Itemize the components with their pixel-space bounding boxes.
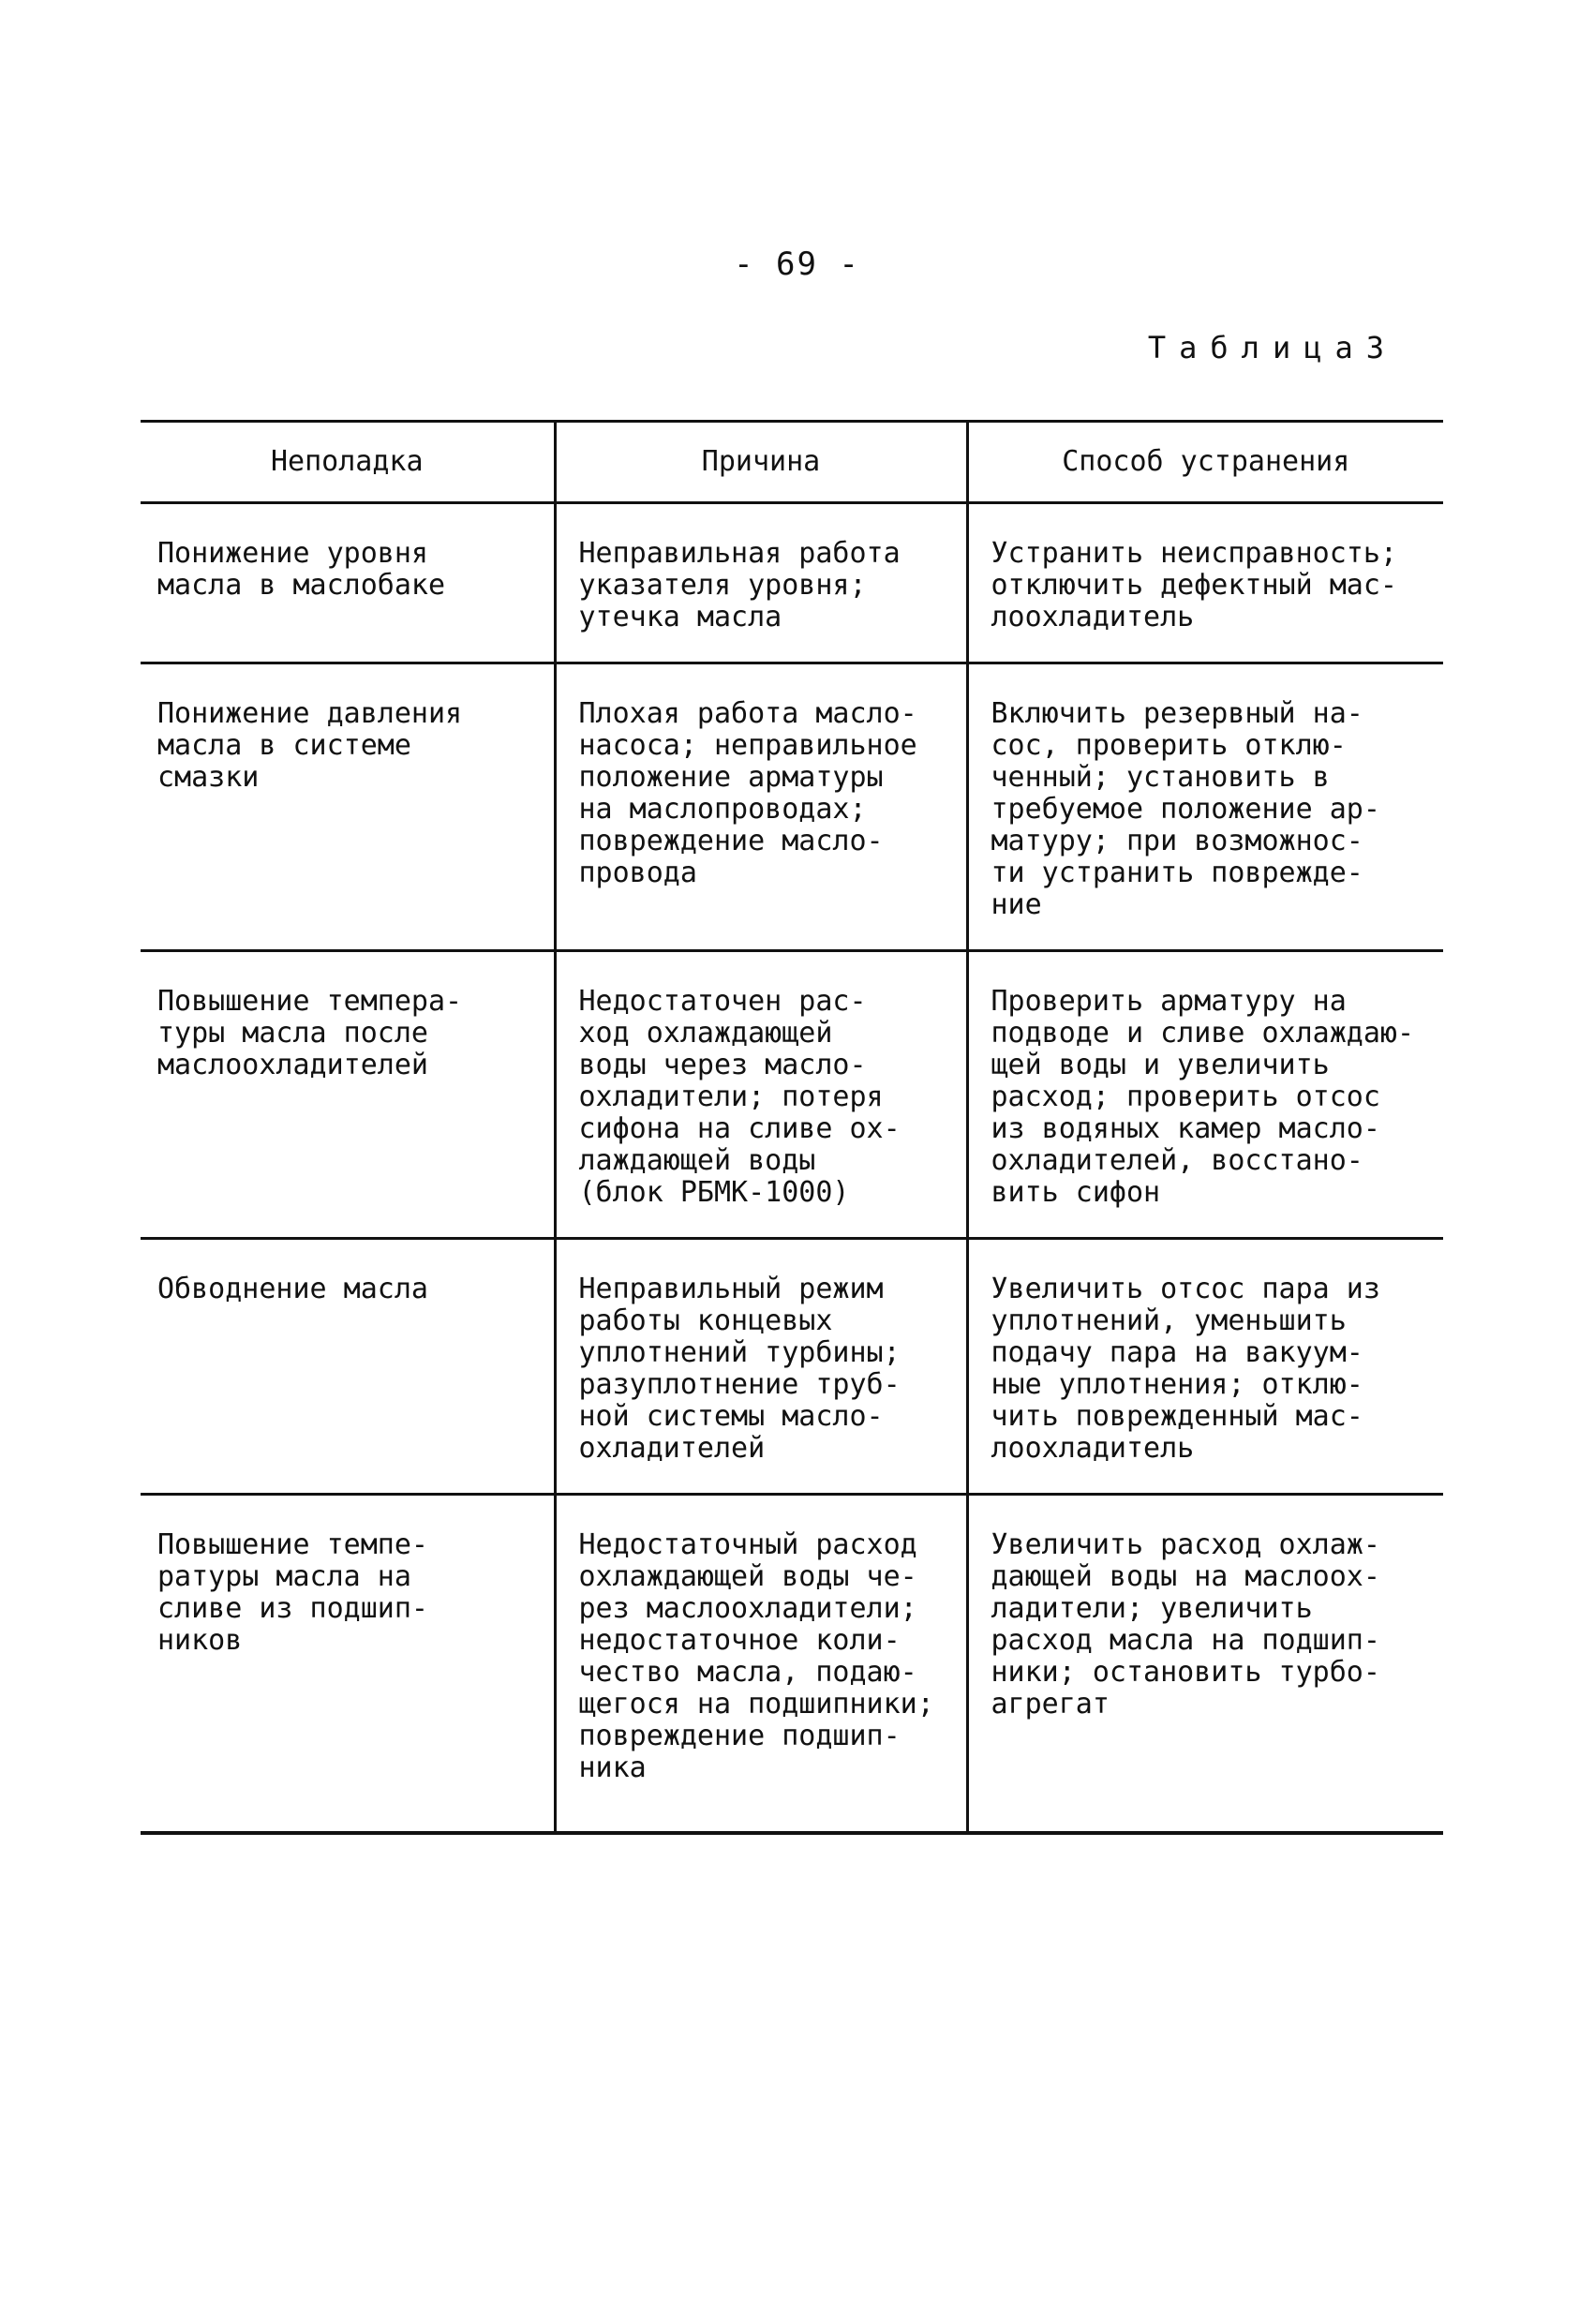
- problem-cell: Обводнение масла: [141, 1239, 555, 1495]
- table-row: [141, 1239, 1443, 1495]
- problem-cell: Повышение темпе- ратуры масла на сливе из подшип- ников: [141, 1495, 555, 1834]
- remedy-cell: Устранить неисправность; отключить дефектный мас- лоохладитель: [967, 503, 1443, 663]
- troubleshooting-table: [141, 420, 1443, 1835]
- problem-cell: Повышение темпера- туры масла после маслоохладителей: [141, 951, 555, 1239]
- cause-cell: Недостаточный расход охлаждающей воды че- рез маслоохладители; недостаточное коли- чество масла, подаю- щегося на подшипники; повреждение подшип- ника: [555, 1495, 967, 1834]
- remedy-cell: Включить резервный на- сос, проверить отклю- ченный; установить в требуемое положение ар- матуру; при возможнос- ти устранить поврежде- ние: [967, 663, 1443, 951]
- table-header-row: [141, 422, 1443, 503]
- page-number: - 69 -: [734, 246, 860, 283]
- table-row: [141, 503, 1443, 663]
- remedy-cell: Проверить арматуру на подводе и сливе охлаждаю- щей воды и увеличить расход; проверить отсос из водяных камер масло- охладителей, восстано- вить сифон: [967, 951, 1443, 1239]
- table-row: [141, 951, 1443, 1239]
- problem-cell: Понижение давления масла в системе смазки: [141, 663, 555, 951]
- cause-cell: Плохая работа масло- насоса; неправильное положение арматуры на маслопроводах; повреждение масло- провода: [555, 663, 967, 951]
- remedy-cell: Увеличить отсос пара из уплотнений, уменьшить подачу пара на вакуум- ные уплотнения; отклю- чить поврежденный мас- лоохладитель: [967, 1239, 1443, 1495]
- column-header-cause: Причина: [555, 422, 967, 503]
- cause-cell: Неправильный режим работы концевых уплотнений турбины; разуплотнение труб- ной системы масло- охладителей: [555, 1239, 967, 1495]
- column-header-problem: Неполадка: [141, 422, 555, 503]
- table-row: [141, 663, 1443, 951]
- remedy-cell: Увеличить расход охлаж- дающей воды на маслоох- ладители; увеличить расход масла на подшип- ники; остановить турбо- агрегат: [967, 1495, 1443, 1834]
- table-caption: Таблица3: [1147, 330, 1397, 365]
- cause-cell: Недостаточен рас- ход охлаждающей воды через масло- охладители; потеря сифона на сливе ох- лаждающей воды (блок РБМК-1000): [555, 951, 967, 1239]
- problem-cell: Понижение уровня масла в маслобаке: [141, 503, 555, 663]
- cause-cell: Неправильная работа указателя уровня; утечка масла: [555, 503, 967, 663]
- table-row: [141, 1495, 1443, 1834]
- column-header-remedy: Способ устранения: [967, 422, 1443, 503]
